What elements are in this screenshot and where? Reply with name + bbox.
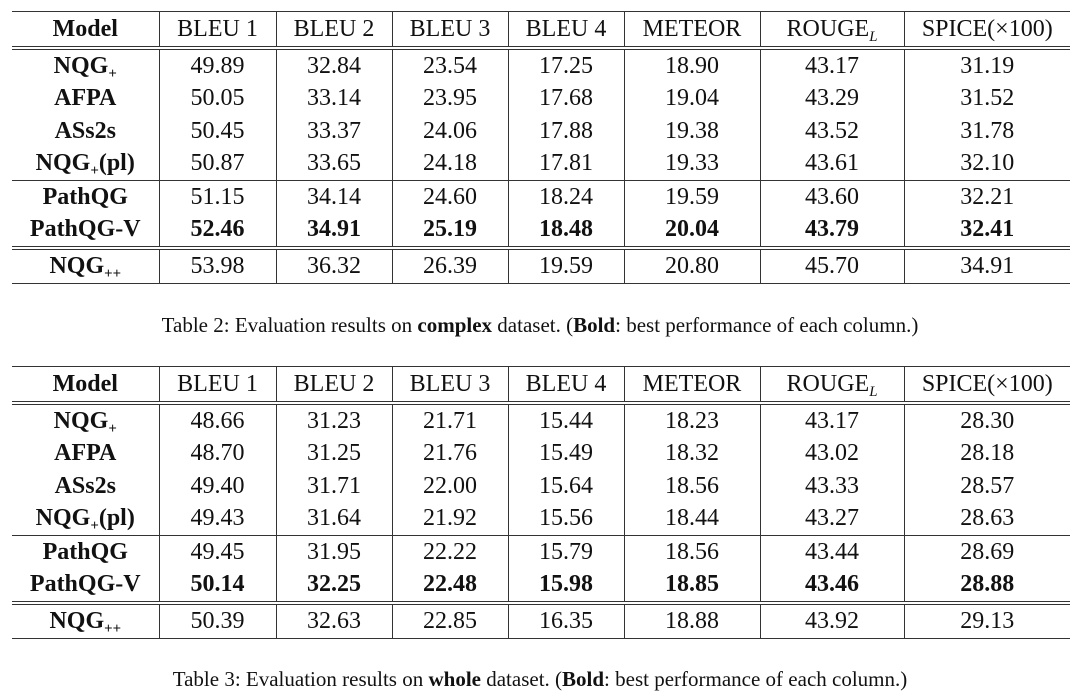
bleu2-score-cell: 33.65 — [276, 148, 392, 181]
rouge-score-cell: 43.79 — [760, 214, 904, 249]
model-name: PathQG-V — [29, 216, 141, 243]
bleu2-score-cell: 32.84 — [276, 48, 392, 83]
bleu2-score-cell: 31.95 — [276, 536, 392, 569]
proposed-group — [12, 181, 1070, 249]
table-row — [12, 181, 1070, 214]
bleu4-score-cell: 17.25 — [508, 48, 624, 83]
rouge-score-cell: 43.46 — [760, 569, 904, 604]
spice-score-cell: 31.52 — [904, 83, 1070, 116]
bleu2-score-cell: 32.63 — [276, 603, 392, 639]
bleu1-score-cell: 50.14 — [159, 569, 276, 604]
bleu2-score-cell: 31.23 — [276, 403, 392, 438]
model-name: NQG — [49, 608, 105, 634]
header-row — [12, 367, 1070, 404]
bleu3-score-cell: 22.48 — [392, 569, 508, 604]
bleu2-score-cell: 33.14 — [276, 83, 392, 116]
bleu1-score-cell: 48.66 — [190, 407, 245, 434]
bleu1-score-cell: 50.39 — [159, 603, 276, 639]
model-subscript: + — [108, 65, 117, 82]
model-name: PathQG — [42, 538, 128, 565]
spice-score-cell: 28.57 — [904, 470, 1070, 503]
header-bleu2: BLEU 2 — [276, 367, 392, 404]
results-table-complex — [12, 11, 1070, 284]
caption-bold-word: Bold — [573, 313, 616, 337]
bleu2-score-cell: 31.25 — [276, 438, 392, 471]
meteor-score-cell: 20.80 — [624, 248, 760, 284]
header-bleu4: BLEU 4 — [508, 12, 624, 49]
rouge-score-cell: 43.52 — [760, 115, 904, 148]
bleu4-score-cell: 15.56 — [508, 503, 624, 536]
rouge-score-cell: 43.44 — [760, 536, 904, 569]
spice-score-cell: 34.91 — [904, 248, 1070, 284]
model-suffix: (pl) — [98, 505, 135, 532]
upper-bound-group — [12, 248, 1070, 284]
model-name: ASs2s — [54, 117, 116, 144]
rouge-subscript: L — [869, 383, 878, 400]
bleu2-score-cell: 31.71 — [276, 470, 392, 503]
results-table-whole — [12, 366, 1070, 639]
spice-score-cell: 32.10 — [904, 148, 1070, 181]
model-subscript: ++ — [104, 621, 122, 638]
bleu4-score-cell: 19.59 — [508, 248, 624, 284]
model-name: PathQG-V — [29, 571, 141, 598]
model-name: NQG — [53, 407, 109, 434]
bleu3-score-cell: 26.39 — [392, 248, 508, 284]
table-row — [12, 438, 1070, 471]
model-name-cell — [12, 569, 159, 604]
model-name: NQG — [35, 505, 91, 532]
bleu1-score-cell: 49.45 — [190, 538, 245, 565]
header-model: Model — [12, 367, 159, 404]
header-bleu2: BLEU 2 — [276, 12, 392, 49]
meteor-score-cell: 18.32 — [624, 438, 760, 471]
model-subscript: + — [90, 518, 99, 535]
table-row — [12, 48, 1070, 83]
bleu3-score-cell: 24.18 — [392, 148, 508, 181]
bleu1-score-cell: 49.43 — [159, 503, 276, 536]
bleu4-score-cell: 15.98 — [508, 569, 624, 604]
rouge-score-cell: 43.29 — [760, 83, 904, 116]
model-name: AFPA — [54, 85, 117, 112]
meteor-score-cell: 19.04 — [624, 83, 760, 116]
model-name-cell — [12, 214, 159, 249]
table-row — [12, 470, 1070, 503]
bleu1-score-cell: 50.05 — [190, 85, 245, 112]
rouge-label: ROUGE — [786, 370, 870, 397]
header-bleu3: BLEU 3 — [392, 12, 508, 49]
bleu4-score-cell: 18.48 — [508, 214, 624, 249]
caption-suffix: : best performance of each column.) — [604, 667, 908, 691]
header-model: Model — [12, 12, 159, 49]
bleu1-score-cell: 49.40 — [190, 472, 245, 499]
bleu4-score-cell: 16.35 — [508, 603, 624, 639]
rouge-score-cell: 45.70 — [760, 248, 904, 284]
bleu3-score-cell: 23.54 — [392, 48, 508, 83]
bleu1-score-cell: 51.15 — [190, 183, 245, 210]
caption-middle: dataset. ( — [492, 313, 574, 337]
caption-keyword: whole — [428, 667, 481, 691]
table-3-caption — [0, 665, 1080, 693]
rouge-score-cell: 43.60 — [760, 181, 904, 214]
model-name: AFPA — [54, 440, 117, 467]
spice-score-cell: 28.18 — [904, 438, 1070, 471]
proposed-group — [12, 536, 1070, 604]
header-bleu4: BLEU 4 — [508, 367, 624, 404]
bleu2-score-cell: 36.32 — [276, 248, 392, 284]
bleu3-score-cell: 22.85 — [392, 603, 508, 639]
meteor-score-cell: 18.88 — [624, 603, 760, 639]
rouge-score-cell: 43.27 — [760, 503, 904, 536]
bleu1-score-cell: 53.98 — [159, 248, 276, 284]
model-name: ASs2s — [54, 472, 116, 499]
header-bleu1: BLEU 1 — [159, 12, 276, 49]
header-meteor: METEOR — [624, 12, 760, 49]
bleu2-score-cell: 34.14 — [276, 181, 392, 214]
spice-score-cell: 32.21 — [904, 181, 1070, 214]
spice-score-cell: 28.69 — [904, 536, 1070, 569]
rouge-score-cell: 43.92 — [760, 603, 904, 639]
meteor-score-cell: 18.56 — [624, 536, 760, 569]
table-row — [12, 536, 1070, 569]
model-subscript: + — [108, 420, 117, 437]
rouge-score-cell: 43.33 — [760, 470, 904, 503]
meteor-score-cell: 18.85 — [624, 569, 760, 604]
bleu3-score-cell: 24.60 — [392, 181, 508, 214]
model-name: NQG — [53, 52, 109, 79]
bleu4-score-cell: 15.44 — [508, 403, 624, 438]
meteor-score-cell: 18.90 — [624, 48, 760, 83]
table-row — [12, 569, 1070, 604]
baseline-group — [12, 403, 1070, 536]
model-name: NQG — [35, 150, 91, 177]
spice-score-cell: 31.19 — [904, 48, 1070, 83]
table-row — [12, 403, 1070, 438]
bleu1-score-cell: 50.45 — [190, 117, 245, 144]
model-subscript: + — [90, 163, 99, 180]
meteor-score-cell: 18.44 — [624, 503, 760, 536]
bleu1-score-cell: 49.89 — [190, 52, 245, 79]
meteor-score-cell: 18.23 — [624, 403, 760, 438]
table-2-caption — [0, 311, 1080, 339]
header-bleu3: BLEU 3 — [392, 367, 508, 404]
table-row — [12, 603, 1070, 639]
header-row — [12, 12, 1070, 49]
bleu4-score-cell: 17.81 — [508, 148, 624, 181]
rouge-label: ROUGE — [786, 15, 870, 42]
caption-prefix: Table 2: Evaluation results on — [161, 313, 418, 337]
table-row — [12, 248, 1070, 284]
model-name-cell — [12, 503, 159, 536]
spice-score-cell: 31.78 — [904, 115, 1070, 148]
bleu4-score-cell: 15.64 — [508, 470, 624, 503]
bleu4-score-cell: 17.88 — [508, 115, 624, 148]
bleu4-score-cell: 15.79 — [508, 536, 624, 569]
meteor-score-cell: 19.38 — [624, 115, 760, 148]
caption-suffix: : best performance of each column.) — [615, 313, 919, 337]
upper-bound-group — [12, 603, 1070, 639]
model-name-cell — [12, 115, 159, 148]
table-row — [12, 503, 1070, 536]
model-name-cell — [12, 536, 159, 569]
bleu3-score-cell: 21.76 — [392, 438, 508, 471]
spice-score-cell: 28.30 — [904, 403, 1070, 438]
rouge-score-cell: 43.61 — [760, 148, 904, 181]
meteor-score-cell: 19.59 — [624, 181, 760, 214]
header-rouge — [760, 367, 904, 404]
rouge-subscript: L — [869, 28, 878, 45]
rouge-score-cell: 43.02 — [760, 438, 904, 471]
rouge-score-cell: 43.17 — [760, 403, 904, 438]
model-name: NQG — [49, 253, 105, 279]
bleu4-score-cell: 18.24 — [508, 181, 624, 214]
bleu4-score-cell: 15.49 — [508, 438, 624, 471]
bleu1-score-cell: 48.70 — [190, 440, 245, 467]
baseline-group — [12, 48, 1070, 181]
header-meteor: METEOR — [624, 367, 760, 404]
bleu2-score-cell: 34.91 — [276, 214, 392, 249]
model-name-cell — [12, 438, 159, 471]
header-bleu1: BLEU 1 — [159, 367, 276, 404]
meteor-score-cell: 20.04 — [624, 214, 760, 249]
meteor-score-cell: 19.33 — [624, 148, 760, 181]
bleu3-score-cell: 21.71 — [392, 403, 508, 438]
spice-score-cell: 32.41 — [904, 214, 1070, 249]
bleu3-score-cell: 24.06 — [392, 115, 508, 148]
bleu3-score-cell: 23.95 — [392, 83, 508, 116]
bleu3-score-cell: 25.19 — [392, 214, 508, 249]
table-row — [12, 148, 1070, 181]
model-name: PathQG — [42, 183, 128, 210]
table-row — [12, 115, 1070, 148]
table-row — [12, 214, 1070, 249]
meteor-score-cell: 18.56 — [624, 470, 760, 503]
caption-prefix: Table 3: Evaluation results on — [172, 667, 429, 691]
model-name-cell — [12, 470, 159, 503]
table-row — [12, 83, 1070, 116]
model-name-cell — [12, 248, 159, 284]
spice-score-cell: 29.13 — [904, 603, 1070, 639]
rouge-score-cell: 43.17 — [760, 48, 904, 83]
bleu2-score-cell: 31.64 — [276, 503, 392, 536]
caption-bold-word: Bold — [562, 667, 605, 691]
spice-score-cell: 28.88 — [904, 569, 1070, 604]
model-name-cell — [12, 148, 159, 181]
bleu3-score-cell: 21.92 — [392, 503, 508, 536]
table-3 — [12, 366, 1070, 639]
bleu1-score-cell: 52.46 — [159, 214, 276, 249]
model-subscript: ++ — [104, 266, 122, 283]
spice-score-cell: 28.63 — [904, 503, 1070, 536]
model-name-cell — [12, 83, 159, 116]
header-spice: SPICE(×100) — [904, 12, 1070, 49]
header-rouge — [760, 12, 904, 49]
header-spice: SPICE(×100) — [904, 367, 1070, 404]
caption-keyword: complex — [417, 313, 493, 337]
bleu3-score-cell: 22.22 — [392, 536, 508, 569]
caption-middle: dataset. ( — [480, 667, 563, 691]
table-2 — [12, 11, 1070, 284]
model-name-cell — [12, 403, 159, 438]
model-name-cell — [12, 603, 159, 639]
bleu1-score-cell: 50.87 — [159, 148, 276, 181]
model-name-cell — [12, 48, 159, 83]
model-suffix: (pl) — [98, 150, 135, 177]
bleu3-score-cell: 22.00 — [392, 470, 508, 503]
bleu2-score-cell: 32.25 — [276, 569, 392, 604]
bleu2-score-cell: 33.37 — [276, 115, 392, 148]
model-name-cell — [12, 181, 159, 214]
bleu4-score-cell: 17.68 — [508, 83, 624, 116]
